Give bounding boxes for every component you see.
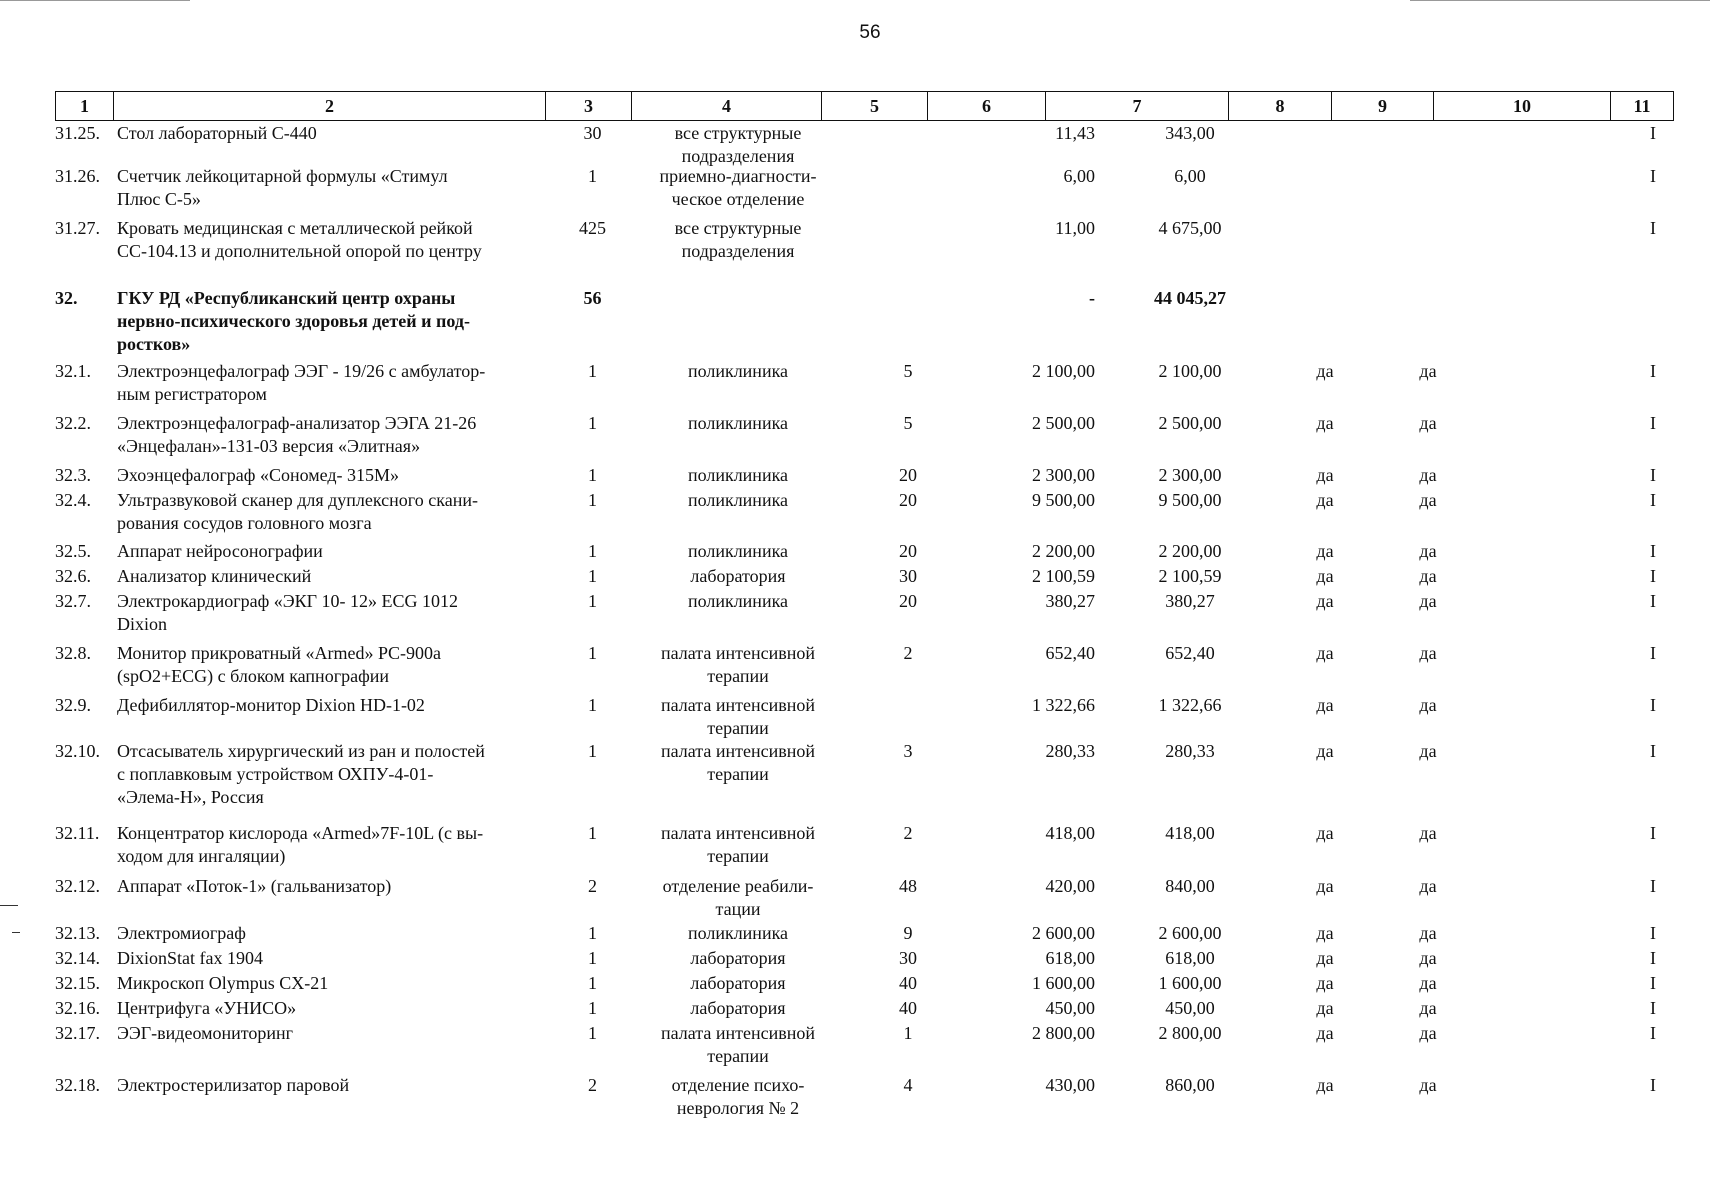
item-price: 418,00	[1045, 823, 1095, 843]
item-column-11: I	[1650, 643, 1656, 663]
item-quantity: 2	[588, 1075, 597, 1095]
item-column-9: да	[1419, 1075, 1437, 1095]
column-header-5: 5	[822, 92, 928, 121]
top-rule-right	[1410, 0, 1710, 1]
item-name: Дефибиллятор-монитор Dixion HD-1-02	[117, 695, 425, 715]
row-number: 32.14.	[55, 948, 100, 968]
row-number: 32.	[55, 288, 78, 308]
item-column-8: да	[1316, 923, 1334, 943]
item-total: 9 500,00	[1158, 490, 1222, 510]
item-name: Стол лабораторный С-440	[117, 123, 317, 143]
item-price: 2 100,59	[1032, 566, 1095, 586]
item-name: Аппарат нейросонографии	[117, 541, 323, 561]
item-quantity: 1	[588, 1023, 597, 1043]
item-column-8: да	[1316, 741, 1334, 761]
item-name: Ультразвуковой сканер для дуплексного скани- рования сосудов головного мозга	[117, 490, 478, 533]
item-quantity: 425	[579, 218, 606, 238]
item-total: 2 100,00	[1158, 361, 1222, 381]
row-number: 32.8.	[55, 643, 91, 663]
page-number: 56	[859, 22, 881, 43]
item-department: лаборатория	[690, 973, 786, 993]
item-column-5: 20	[899, 591, 917, 611]
item-column-11: I	[1650, 695, 1656, 715]
item-column-5: 48	[899, 876, 917, 896]
row-number: 32.11.	[55, 823, 100, 843]
item-department: палата интенсивной терапии	[660, 1023, 815, 1066]
item-column-9: да	[1419, 876, 1437, 896]
column-header-9: 9	[1332, 92, 1434, 121]
column-header-10: 10	[1434, 92, 1611, 121]
item-price: 9 500,00	[1032, 490, 1095, 510]
column-header-1: 1	[56, 92, 114, 121]
item-column-11: I	[1650, 361, 1656, 381]
item-price: 380,27	[1045, 591, 1095, 611]
column-header-8: 8	[1229, 92, 1332, 121]
row-number: 32.12.	[55, 876, 100, 896]
item-name: Монитор прикроватный «Armed» PC-900a (spO2+ECG) с блоком капнографии	[117, 643, 441, 686]
item-total: 280,33	[1165, 741, 1215, 761]
row-number: 32.17.	[55, 1023, 100, 1043]
item-name: Кровать медицинская с металлической рейкой СС-104.13 и дополнительной опорой по центру	[117, 218, 482, 261]
item-column-9: да	[1419, 695, 1437, 715]
item-column-8: да	[1316, 695, 1334, 715]
item-column-9: да	[1419, 361, 1437, 381]
item-quantity: 1	[588, 695, 597, 715]
item-total: 2 100,59	[1158, 566, 1222, 586]
item-column-8: да	[1316, 823, 1334, 843]
item-quantity: 1	[588, 566, 597, 586]
item-column-5: 2	[903, 823, 913, 843]
item-column-11: I	[1650, 166, 1656, 186]
item-column-5: 30	[899, 566, 917, 586]
margin-mark	[12, 932, 20, 933]
item-column-8: да	[1316, 876, 1334, 896]
item-column-11: I	[1650, 465, 1656, 485]
item-total: 2 600,00	[1158, 923, 1222, 943]
row-number: 32.18.	[55, 1075, 100, 1095]
item-total: 1 600,00	[1158, 973, 1222, 993]
item-name: Электрокардиограф «ЭКГ 10- 12» ECG 1012 Dixion	[117, 591, 459, 634]
item-department: поликлиника	[687, 923, 789, 943]
item-column-9: да	[1419, 1023, 1437, 1043]
item-quantity: 1	[588, 741, 597, 761]
item-column-5: 5	[903, 413, 913, 433]
item-department: лаборатория	[690, 998, 786, 1018]
item-price: 618,00	[1045, 948, 1095, 968]
item-column-8: да	[1316, 1023, 1334, 1043]
row-number: 32.10.	[55, 741, 100, 761]
item-column-11: I	[1650, 490, 1656, 510]
item-column-5: 2	[903, 643, 913, 663]
item-total: 618,00	[1165, 948, 1215, 968]
item-column-9: да	[1419, 465, 1437, 485]
item-column-5: 1	[903, 1023, 913, 1043]
item-quantity: 2	[588, 876, 597, 896]
item-column-8: да	[1316, 643, 1334, 663]
item-price: 2 600,00	[1032, 923, 1095, 943]
item-name: Анализатор клинический	[117, 566, 312, 586]
item-price: 1 322,66	[1032, 695, 1095, 715]
row-number: 32.1.	[55, 361, 91, 381]
item-total: 860,00	[1165, 1075, 1215, 1095]
item-price: 1 600,00	[1032, 973, 1095, 993]
item-total: 1 322,66	[1158, 695, 1222, 715]
item-column-9: да	[1419, 566, 1437, 586]
item-column-5: 3	[903, 741, 913, 761]
item-column-11: I	[1650, 1075, 1656, 1095]
item-quantity: 1	[588, 361, 597, 381]
item-column-9: да	[1419, 823, 1437, 843]
column-header-row	[55, 91, 1674, 121]
item-name: Эхоэнцефалограф «Сономед- 315М»	[117, 465, 400, 485]
item-column-11: I	[1650, 973, 1656, 993]
row-number: 31.25.	[55, 123, 100, 143]
item-department: отделение реабили- тации	[662, 876, 814, 919]
item-total: 44 045,27	[1154, 288, 1226, 308]
item-price: 2 200,00	[1032, 541, 1095, 561]
item-department: палата интенсивной терапии	[660, 823, 815, 866]
row-number: 32.15.	[55, 973, 100, 993]
top-rule-left	[0, 0, 190, 1]
item-column-5: 4	[903, 1075, 913, 1095]
item-quantity: 1	[588, 591, 597, 611]
item-column-5: 30	[899, 948, 917, 968]
item-column-8: да	[1316, 465, 1334, 485]
item-column-5: 40	[899, 998, 917, 1018]
item-price: 2 300,00	[1032, 465, 1095, 485]
item-column-8: да	[1316, 566, 1334, 586]
item-name: ГКУ РД «Республиканский центр охраны нервно-психического здоровья детей и под- ростков»	[117, 288, 470, 354]
item-column-9: да	[1419, 741, 1437, 761]
item-column-8: да	[1316, 361, 1334, 381]
item-total: 840,00	[1165, 876, 1215, 896]
item-column-11: I	[1650, 541, 1656, 561]
item-name: ЭЭГ-видеомониторинг	[117, 1023, 294, 1043]
item-quantity: 30	[583, 123, 602, 143]
item-column-11: I	[1650, 823, 1656, 843]
item-quantity: 1	[588, 541, 597, 561]
item-column-9: да	[1419, 923, 1437, 943]
row-number: 32.9.	[55, 695, 91, 715]
item-department: все структурные подразделения	[674, 123, 802, 166]
item-price: 450,00	[1045, 998, 1095, 1018]
item-column-9: да	[1419, 998, 1437, 1018]
item-column-11: I	[1650, 923, 1656, 943]
item-column-9: да	[1419, 973, 1437, 993]
item-department: поликлиника	[687, 465, 789, 485]
item-column-5: 40	[899, 973, 917, 993]
item-total: 6,00	[1174, 166, 1206, 186]
item-name: DixionStat fax 1904	[117, 948, 263, 968]
item-column-11: I	[1650, 1023, 1656, 1043]
item-column-9: да	[1419, 490, 1437, 510]
item-column-9: да	[1419, 643, 1437, 663]
item-price: 430,00	[1045, 1075, 1095, 1095]
item-total: 4 675,00	[1158, 218, 1222, 238]
item-total: 450,00	[1165, 998, 1215, 1018]
item-quantity: 1	[588, 166, 597, 186]
item-department: отделение психо- неврология № 2	[671, 1075, 805, 1118]
item-column-11: I	[1650, 218, 1656, 238]
column-header-3: 3	[546, 92, 632, 121]
row-number: 32.4.	[55, 490, 91, 510]
row-number: 32.3.	[55, 465, 91, 485]
item-column-11: I	[1650, 413, 1656, 433]
item-total: 418,00	[1165, 823, 1215, 843]
item-department: поликлиника	[687, 413, 789, 433]
item-department: поликлиника	[687, 361, 789, 381]
row-number: 32.16.	[55, 998, 100, 1018]
item-price: 420,00	[1045, 876, 1095, 896]
item-name: Электроэнцефалограф ЭЭГ - 19/26 с амбулатор- ным регистратором	[117, 361, 486, 404]
item-department: поликлиника	[687, 490, 789, 510]
item-total: 2 300,00	[1158, 465, 1222, 485]
item-department: палата интенсивной терапии	[660, 741, 815, 784]
item-column-11: I	[1650, 876, 1656, 896]
item-column-11: I	[1650, 566, 1656, 586]
item-price: 2 100,00	[1032, 361, 1095, 381]
item-price: 2 800,00	[1032, 1023, 1095, 1043]
item-column-8: да	[1316, 413, 1334, 433]
item-quantity: 1	[588, 923, 597, 943]
item-department: палата интенсивной терапии	[660, 695, 815, 738]
item-name: Микроскоп Olympus CX-21	[117, 973, 329, 993]
item-quantity: 1	[588, 973, 597, 993]
item-name: Аппарат «Поток-1» (гальванизатор)	[117, 876, 392, 896]
item-total: 2 500,00	[1158, 413, 1222, 433]
item-column-8: да	[1316, 998, 1334, 1018]
item-column-8: да	[1316, 541, 1334, 561]
item-price: 11,00	[1055, 218, 1095, 238]
item-column-9: да	[1419, 413, 1437, 433]
item-name: Электростерилизатор паровой	[117, 1075, 350, 1095]
item-quantity: 1	[588, 465, 597, 485]
item-department: палата интенсивной терапии	[660, 643, 815, 686]
item-price: 652,40	[1045, 643, 1095, 663]
column-header-7: 7	[1046, 92, 1229, 121]
row-number: 32.6.	[55, 566, 91, 586]
item-column-5: 20	[899, 465, 917, 485]
column-header-11: 11	[1611, 92, 1674, 121]
item-column-11: I	[1650, 123, 1656, 143]
item-department: лаборатория	[690, 948, 786, 968]
item-department: все структурные подразделения	[674, 218, 802, 261]
item-price: 6,00	[1063, 166, 1095, 186]
item-price: -	[1089, 288, 1095, 308]
item-quantity: 1	[588, 413, 597, 433]
item-quantity: 1	[588, 948, 597, 968]
item-column-11: I	[1650, 591, 1656, 611]
item-name: Отсасыватель хирургический из ран и полостей с поплавковым устройством ОХПУ-4-01- «Элема-Н», Россия	[117, 741, 485, 807]
column-header-2: 2	[114, 92, 546, 121]
item-quantity: 56	[583, 288, 602, 308]
row-number: 31.27.	[55, 218, 100, 238]
item-total: 343,00	[1165, 123, 1215, 143]
item-price: 11,43	[1055, 123, 1095, 143]
item-name: Электроэнцефалограф-анализатор ЭЭГА 21-26 «Энцефалан»-131-03 версия «Элитная»	[117, 413, 477, 456]
item-department: лаборатория	[690, 566, 786, 586]
item-total: 2 200,00	[1158, 541, 1222, 561]
item-column-8: да	[1316, 490, 1334, 510]
item-department: приемно-диагности- ческое отделение	[659, 166, 817, 209]
margin-mark	[0, 905, 18, 906]
item-total: 380,27	[1165, 591, 1215, 611]
item-column-11: I	[1650, 998, 1656, 1018]
item-name: Счетчик лейкоцитарной формулы «Стимул Плюс С-5»	[117, 166, 448, 209]
column-header-6: 6	[928, 92, 1046, 121]
item-price: 2 500,00	[1032, 413, 1095, 433]
item-column-8: да	[1316, 591, 1334, 611]
row-number: 31.26.	[55, 166, 100, 186]
item-quantity: 1	[588, 998, 597, 1018]
item-column-11: I	[1650, 948, 1656, 968]
column-header-4: 4	[632, 92, 822, 121]
item-column-8: да	[1316, 948, 1334, 968]
item-total: 2 800,00	[1158, 1023, 1222, 1043]
item-department: поликлиника	[687, 541, 789, 561]
item-department: поликлиника	[687, 591, 789, 611]
item-name: Электромиограф	[117, 923, 246, 943]
row-number: 32.2.	[55, 413, 91, 433]
item-column-5: 20	[899, 541, 917, 561]
item-quantity: 1	[588, 490, 597, 510]
item-name: Центрифуга «УНИСО»	[117, 998, 297, 1018]
item-column-9: да	[1419, 948, 1437, 968]
item-column-11: I	[1650, 741, 1656, 761]
row-number: 32.13.	[55, 923, 100, 943]
item-quantity: 1	[588, 823, 597, 843]
item-name: Концентратор кислорода «Armed»7F-10L (с вы- ходом для ингаляции)	[117, 823, 484, 866]
item-quantity: 1	[588, 643, 597, 663]
item-column-9: да	[1419, 591, 1437, 611]
item-column-8: да	[1316, 1075, 1334, 1095]
row-number: 32.7.	[55, 591, 91, 611]
item-price: 280,33	[1045, 741, 1095, 761]
item-column-5: 20	[899, 490, 917, 510]
item-column-5: 9	[903, 923, 913, 943]
row-number: 32.5.	[55, 541, 91, 561]
item-column-8: да	[1316, 973, 1334, 993]
item-total: 652,40	[1165, 643, 1215, 663]
item-column-5: 5	[903, 361, 913, 381]
item-column-9: да	[1419, 541, 1437, 561]
